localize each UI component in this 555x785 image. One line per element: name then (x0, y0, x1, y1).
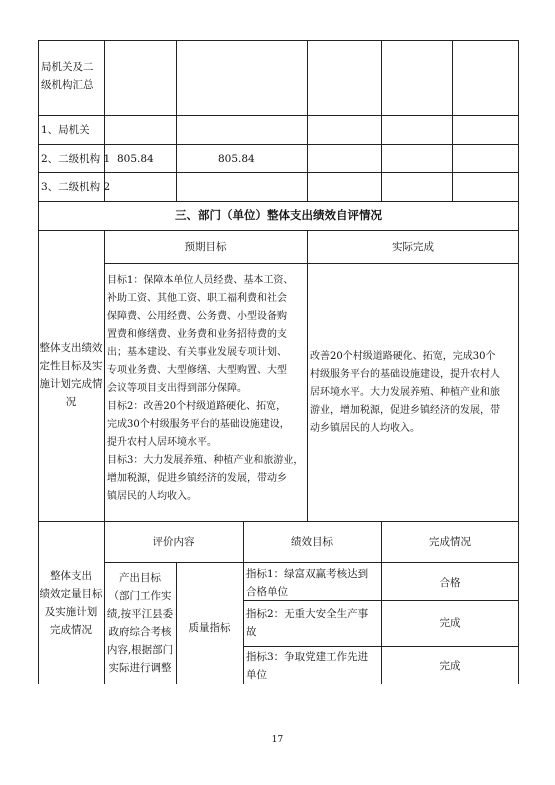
indicator-status: 合格 (439, 577, 461, 589)
table-border (307, 40, 308, 201)
table-border (104, 562, 519, 563)
summary-row-value: 805.84 (117, 153, 154, 165)
summary-row-label: 3、二级机构 2 (41, 181, 111, 193)
summary-row-label: 2、二级机构 1 (41, 153, 111, 165)
evaluation-content-header: 评价内容 (152, 536, 195, 548)
table-border (381, 40, 382, 201)
table-border (38, 201, 519, 202)
table-border (38, 40, 519, 41)
indicator-status: 完成 (439, 617, 461, 629)
table-border (38, 172, 519, 173)
completion-status-header: 完成情况 (429, 536, 471, 548)
table-border (452, 40, 453, 201)
table-border (104, 230, 105, 521)
table-border (104, 40, 105, 201)
table-border (38, 115, 519, 116)
table-border (104, 263, 519, 264)
expected-target-header: 预期目标 (184, 241, 227, 253)
indicator-target: 指标1：绿富双赢考核达到 合格单位 (246, 568, 369, 598)
indicator-target: 指标2：无重大安全生产事 故 (246, 608, 369, 638)
table-border (307, 230, 308, 521)
table-border (38, 230, 519, 231)
performance-target-header: 绩效目标 (291, 536, 333, 548)
table-border (38, 144, 519, 145)
quantitative-row-label: 整体支出 绩效定量目标 及实施计划 完成情况 (39, 570, 103, 636)
quality-indicator-label: 质量指标 (188, 622, 231, 634)
actual-completion-text: 改善20个村级道路硬化、拓宽，完成30个 村级服务平台的基础设施建设，提升农村人 居环境水平。大力发展养殖、种植产业和旅 游业，增加税源，促进乡镇经济的发展，带 动乡镇居民的人均收入。 (310, 351, 500, 434)
actual-completion-header: 实际完成 (392, 241, 434, 253)
output-target-label: 产出目标 （部门工作实 绩,按平江县委 政府综合考核 内容,根据部门 实际进行调整 (106, 572, 174, 674)
expected-target-text: 目标1：保障本单位人员经费、基本工资、 补助工资、其他工资、职工福利费和社会 保障费、公用经费、公务费、小型设备购 置费和修缮费、业务费和业务招待费的支 出；基本建设、有关事业发展专项计划、 专项业务费、大型修缮、大型购置、大型 会议等项目支出得到部分保障。 目标2：改善20个村级道路硬化、拓宽， 完成30个村级服务平台的基础设施建设， 提升农村人居环境水平。 目标3：大力发展养殖、种植产业和旅游业， 增加税源，促进乡镇经济的发展，带动乡 镇居民的人均收入。 (107, 275, 304, 502)
section-title: 三、部门（单位）整体支出绩效自评情况 (175, 208, 382, 222)
summary-row-label: 局机关及二 级机构汇总 (41, 61, 94, 91)
page-number: 17 (271, 735, 284, 745)
table-border (38, 521, 519, 522)
table-border (176, 40, 177, 201)
indicator-status: 完成 (439, 660, 461, 672)
summary-row-label: 1、局机关 (41, 124, 90, 136)
qualitative-row-label: 整体支出绩效 定性目标及实 施计划完成情 况 (39, 342, 103, 408)
summary-row-value: 805.84 (218, 153, 255, 165)
indicator-target: 指标3：争取党建工作先进 单位 (246, 651, 369, 681)
